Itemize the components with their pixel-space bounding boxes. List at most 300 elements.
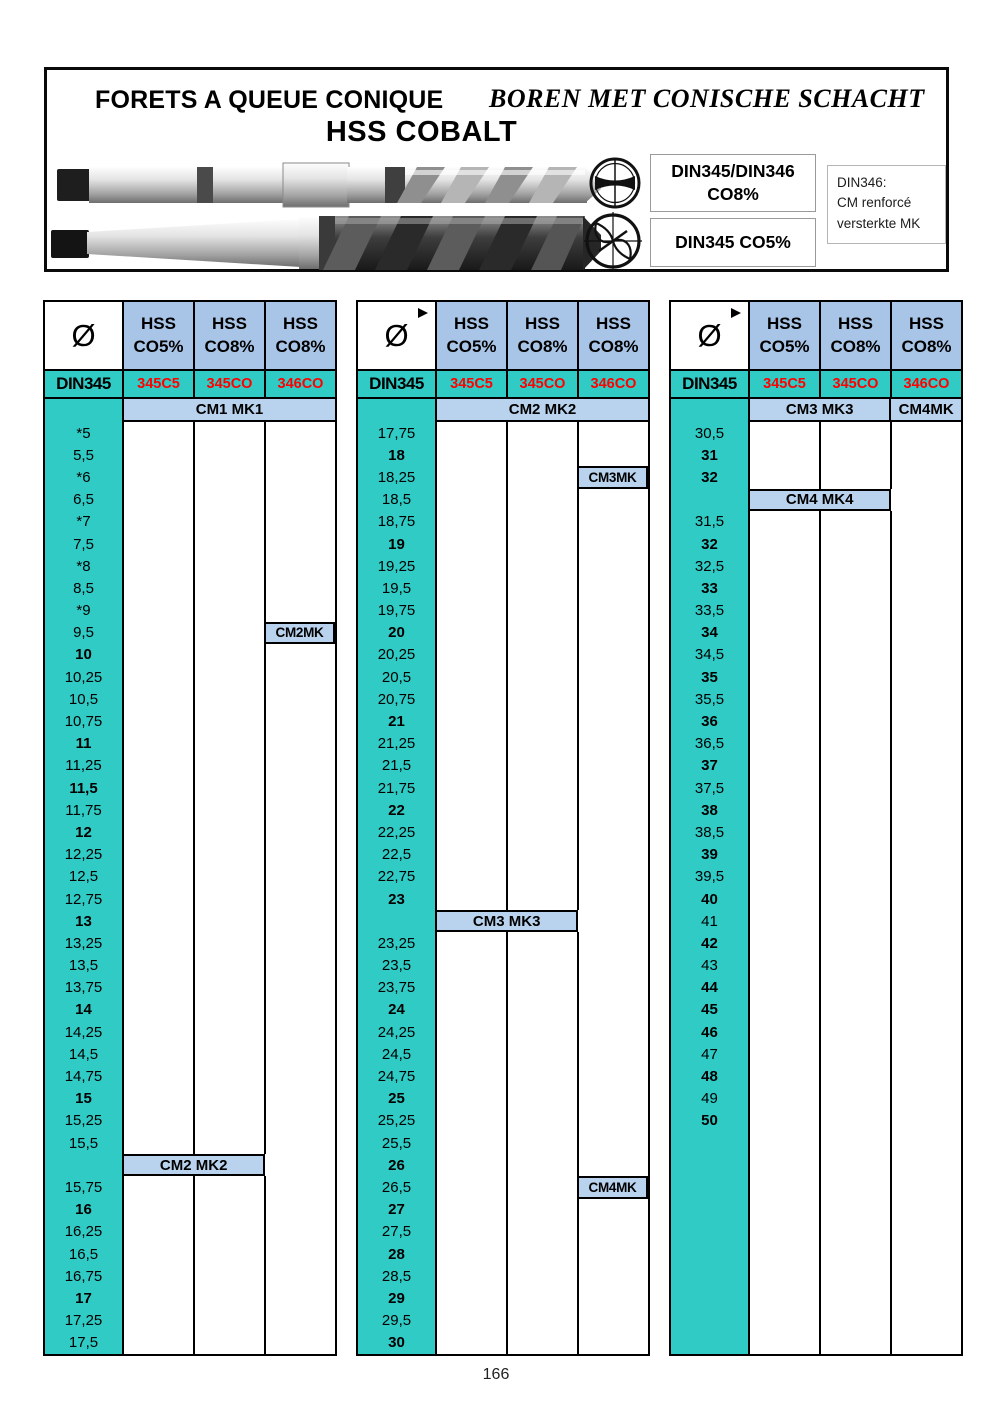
availability-cell <box>579 1110 648 1132</box>
availability-cell <box>195 1176 266 1198</box>
size-row <box>45 755 335 777</box>
diameter-value: 17,25 <box>45 1310 124 1332</box>
availability-cell <box>892 600 961 622</box>
availability-cell <box>437 844 508 866</box>
diameter-value: 20 <box>358 622 437 644</box>
size-row <box>671 666 961 688</box>
diameter-value: 40 <box>671 888 750 910</box>
availability-cell <box>266 489 335 511</box>
size-row <box>45 799 335 821</box>
availability-cell <box>195 977 266 999</box>
diameter-value: 13,75 <box>45 977 124 999</box>
availability-cell <box>266 932 335 954</box>
size-row <box>671 799 961 821</box>
availability-cell <box>437 799 508 821</box>
availability-cell <box>821 799 892 821</box>
availability-cell <box>266 1310 335 1332</box>
availability-cell <box>195 577 266 599</box>
diameter-value: 13,25 <box>45 932 124 954</box>
label-box-co8-line1: DIN345/DIN346 <box>671 161 795 182</box>
availability-cell <box>892 555 961 577</box>
availability-cell <box>437 777 508 799</box>
hss-label: HSS <box>767 314 802 334</box>
availability-cell <box>892 1065 961 1087</box>
availability-cell <box>124 955 195 977</box>
availability-cell <box>437 1243 508 1265</box>
mk-badge-label: CM2MK <box>266 622 335 644</box>
size-row <box>671 688 961 710</box>
availability-cell <box>892 1043 961 1065</box>
diameter-value: 22,5 <box>358 844 437 866</box>
mk-band-row <box>45 1154 335 1176</box>
availability-cell <box>124 511 195 533</box>
availability-cell <box>821 600 892 622</box>
size-row <box>45 1088 335 1110</box>
size-row <box>358 1221 648 1243</box>
diameter-value: 10,25 <box>45 666 124 688</box>
availability-cell <box>508 977 579 999</box>
availability-cell <box>195 955 266 977</box>
availability-cell <box>124 755 195 777</box>
din-standard-label: DIN345 <box>358 371 437 397</box>
availability-cell <box>124 1132 195 1154</box>
availability-cell <box>195 444 266 466</box>
diameter-value: 10 <box>45 644 124 666</box>
size-row <box>45 511 335 533</box>
size-row <box>358 555 648 577</box>
availability-cell <box>821 710 892 732</box>
article-code: 345C5 <box>124 371 195 397</box>
availability-cell <box>750 555 821 577</box>
availability-cell <box>578 910 648 932</box>
din346-note-box <box>827 165 946 244</box>
availability-cell <box>579 1088 648 1110</box>
size-row <box>671 466 961 488</box>
size-row <box>358 1265 648 1287</box>
availability-cell <box>437 1287 508 1309</box>
size-row <box>45 1176 335 1198</box>
diameter-value: 32,5 <box>671 555 750 577</box>
availability-cell <box>750 844 821 866</box>
diameter-value: 39,5 <box>671 866 750 888</box>
availability-cell <box>508 1310 579 1332</box>
availability-cell <box>195 666 266 688</box>
size-row <box>671 422 961 444</box>
availability-cell <box>124 1310 195 1332</box>
diameter-value: 39 <box>671 844 750 866</box>
diameter-value: 49 <box>671 1088 750 1110</box>
availability-cell <box>195 1199 266 1221</box>
availability-cell <box>195 755 266 777</box>
diameter-value: 36 <box>671 710 750 732</box>
availability-cell <box>750 511 821 533</box>
diameter-value <box>671 489 750 511</box>
hss-label: HSS <box>212 314 247 334</box>
availability-cell <box>750 977 821 999</box>
page-number: 166 <box>482 1366 510 1383</box>
size-row <box>671 844 961 866</box>
article-code: 345CO <box>508 371 579 397</box>
hss-label: HSS <box>596 314 631 334</box>
size-row <box>358 733 648 755</box>
diameter-value: 29 <box>358 1287 437 1309</box>
availability-cell <box>124 1332 195 1354</box>
availability-cell <box>508 932 579 954</box>
availability-cell <box>195 600 266 622</box>
size-row <box>358 1110 648 1132</box>
availability-cell <box>821 821 892 843</box>
availability-cell <box>821 777 892 799</box>
hss-column-header <box>821 302 892 369</box>
availability-cell <box>266 533 335 555</box>
availability-cell <box>579 977 648 999</box>
diameter-value: 37,5 <box>671 777 750 799</box>
availability-cell <box>195 821 266 843</box>
availability-cell <box>821 466 892 488</box>
band-diameter-cell <box>45 399 124 422</box>
availability-cell <box>508 799 579 821</box>
availability-cell <box>892 577 961 599</box>
availability-cell <box>266 1332 335 1354</box>
hss-column-header <box>508 302 579 369</box>
cobalt-grade-label: CO8% <box>588 336 639 356</box>
availability-cell <box>750 888 821 910</box>
diameter-value: 20,75 <box>358 688 437 710</box>
size-row <box>45 1265 335 1287</box>
availability-cell <box>508 1154 579 1176</box>
size-row <box>358 821 648 843</box>
availability-cell <box>821 1088 892 1110</box>
availability-cell <box>195 1221 266 1243</box>
size-row <box>45 1021 335 1043</box>
availability-cell <box>437 1199 508 1221</box>
availability-cell <box>508 489 579 511</box>
size-row <box>45 422 335 444</box>
availability-cell <box>892 533 961 555</box>
diameter-value: 37 <box>671 755 750 777</box>
diameter-value: 21,75 <box>358 777 437 799</box>
size-row <box>45 910 335 932</box>
availability-cell <box>750 600 821 622</box>
availability-cell <box>750 1043 821 1065</box>
cobalt-grade-label: CO8% <box>517 336 568 356</box>
size-row <box>45 533 335 555</box>
diameter-value: 36,5 <box>671 733 750 755</box>
availability-cell <box>508 466 579 488</box>
availability-cell <box>821 1110 892 1132</box>
availability-cell <box>195 844 266 866</box>
availability-cell <box>124 444 195 466</box>
size-row <box>45 1110 335 1132</box>
split-point-cross-section-icon <box>588 156 642 210</box>
availability-cell <box>508 710 579 732</box>
availability-cell <box>124 666 195 688</box>
availability-cell <box>579 600 648 622</box>
availability-cell <box>750 955 821 977</box>
availability-cell <box>195 422 266 444</box>
availability-cell <box>750 688 821 710</box>
availability-cell <box>579 466 648 488</box>
size-row <box>671 710 961 732</box>
availability-cell <box>892 1132 961 1354</box>
availability-cell <box>266 688 335 710</box>
diameter-value: 29,5 <box>358 1310 437 1332</box>
diameter-value: 32 <box>671 466 750 488</box>
availability-cell <box>195 910 266 932</box>
availability-cell <box>892 999 961 1021</box>
diameter-value: *5 <box>45 422 124 444</box>
diameter-value: 27,5 <box>358 1221 437 1243</box>
availability-cell <box>750 622 821 644</box>
availability-cell <box>891 489 961 511</box>
availability-cell <box>437 511 508 533</box>
availability-cell <box>750 666 821 688</box>
availability-cell <box>124 1243 195 1265</box>
diameter-value: 8,5 <box>45 577 124 599</box>
availability-cell <box>437 1043 508 1065</box>
diameter-value: 33,5 <box>671 600 750 622</box>
diameter-value: 38,5 <box>671 821 750 843</box>
availability-cell <box>892 866 961 888</box>
availability-cell <box>195 644 266 666</box>
size-row <box>45 1243 335 1265</box>
diameter-value: 25 <box>358 1088 437 1110</box>
availability-cell <box>124 1110 195 1132</box>
diameter-value: 14,25 <box>45 1021 124 1043</box>
availability-cell <box>579 1176 648 1198</box>
availability-cell <box>508 444 579 466</box>
availability-cell <box>124 999 195 1021</box>
diameter-value <box>45 1154 124 1176</box>
availability-cell <box>437 466 508 488</box>
availability-cell <box>508 755 579 777</box>
availability-cell <box>821 622 892 644</box>
hss-label: HSS <box>838 314 873 334</box>
availability-cell <box>579 888 648 910</box>
mk-band-label: CM3 MK3 <box>437 910 578 932</box>
label-box-din345-co5 <box>650 218 816 267</box>
size-row <box>671 777 961 799</box>
article-code: 346CO <box>277 376 324 392</box>
availability-cell <box>124 644 195 666</box>
diameter-value: 11 <box>45 733 124 755</box>
drill-bits-photo <box>49 154 601 272</box>
mk-band-row <box>358 910 648 932</box>
availability-cell <box>266 755 335 777</box>
size-table-cm3-cm4 <box>669 300 963 1356</box>
availability-cell <box>266 1221 335 1243</box>
availability-cell <box>508 1043 579 1065</box>
availability-cell <box>437 888 508 910</box>
availability-cell <box>437 866 508 888</box>
cobalt-grade-label: CO8% <box>204 336 255 356</box>
size-row <box>45 466 335 488</box>
availability-cell <box>508 577 579 599</box>
availability-cell <box>124 555 195 577</box>
availability-cell <box>124 799 195 821</box>
diameter-value: 11,5 <box>45 777 124 799</box>
size-row <box>358 955 648 977</box>
size-row <box>671 977 961 999</box>
availability-cell <box>579 1332 648 1354</box>
band-diameter-cell <box>671 399 750 422</box>
diameter-value: *8 <box>45 555 124 577</box>
availability-cell <box>266 710 335 732</box>
availability-cell <box>892 710 961 732</box>
availability-cell <box>124 688 195 710</box>
availability-cell <box>821 999 892 1021</box>
size-row <box>45 1132 335 1154</box>
availability-cell <box>508 1088 579 1110</box>
size-row <box>358 511 648 533</box>
availability-cell <box>892 955 961 977</box>
availability-cell <box>508 688 579 710</box>
availability-cell <box>437 977 508 999</box>
size-row <box>45 955 335 977</box>
diameter-column-header: Ø <box>45 302 124 369</box>
diameter-value: 16 <box>45 1199 124 1221</box>
availability-cell <box>821 866 892 888</box>
availability-cell <box>266 644 335 666</box>
availability-cell <box>892 821 961 843</box>
diameter-value: 26,5 <box>358 1176 437 1198</box>
morse-taper-band-row <box>358 399 648 422</box>
availability-cell <box>124 844 195 866</box>
availability-cell <box>437 1065 508 1087</box>
availability-cell <box>579 777 648 799</box>
diameter-value: 18,5 <box>358 489 437 511</box>
note-line-3: versterkte MK <box>837 215 921 231</box>
size-row <box>358 1021 648 1043</box>
size-row <box>45 1310 335 1332</box>
availability-cell <box>892 1021 961 1043</box>
diameter-value: 48 <box>671 1065 750 1087</box>
availability-cell <box>892 644 961 666</box>
availability-cell <box>266 799 335 821</box>
availability-cell <box>508 600 579 622</box>
availability-cell <box>124 577 195 599</box>
availability-cell <box>266 777 335 799</box>
availability-cell <box>892 932 961 954</box>
mk-badge-label: CM3MK <box>579 466 648 488</box>
diameter-value: 15,25 <box>45 1110 124 1132</box>
diameter-value: 45 <box>671 999 750 1021</box>
diameter-value: 19,5 <box>358 577 437 599</box>
size-row <box>45 622 335 644</box>
availability-cell <box>437 1310 508 1332</box>
size-row <box>45 577 335 599</box>
availability-cell <box>437 1176 508 1198</box>
diameter-value: 22 <box>358 799 437 821</box>
availability-cell <box>892 622 961 644</box>
morse-taper-band-label: CM3 MK3 <box>750 399 891 422</box>
availability-cell <box>124 1176 195 1198</box>
availability-cell <box>124 1287 195 1309</box>
availability-cell <box>437 1221 508 1243</box>
size-row <box>358 622 648 644</box>
diameter-value: 30 <box>358 1332 437 1354</box>
size-row <box>671 821 961 843</box>
availability-cell <box>579 1199 648 1221</box>
diameter-value: 50 <box>671 1110 750 1132</box>
cobalt-grade-label: CO5% <box>133 336 184 356</box>
diameter-value: 31,5 <box>671 511 750 533</box>
morse-taper-band-label: CM4MK <box>891 399 961 422</box>
availability-cell <box>750 1065 821 1087</box>
availability-cell <box>892 1088 961 1110</box>
availability-cell <box>195 1265 266 1287</box>
diameter-value: 21,5 <box>358 755 437 777</box>
size-row <box>358 533 648 555</box>
two-flute-cross-section-icon <box>583 211 643 271</box>
size-row <box>671 644 961 666</box>
availability-cell <box>579 1243 648 1265</box>
availability-cell <box>124 1065 195 1087</box>
availability-cell <box>508 1199 579 1221</box>
availability-cell <box>266 600 335 622</box>
availability-cell <box>266 844 335 866</box>
size-row <box>358 866 648 888</box>
diameter-value: 20,25 <box>358 644 437 666</box>
availability-cell <box>195 688 266 710</box>
availability-cell <box>508 1332 579 1354</box>
availability-cell <box>750 932 821 954</box>
availability-cell <box>579 489 648 511</box>
diameter-value: 16,75 <box>45 1265 124 1287</box>
size-row <box>358 1287 648 1309</box>
availability-cell <box>195 710 266 732</box>
size-row <box>45 444 335 466</box>
availability-cell <box>821 644 892 666</box>
diameter-value: 28,5 <box>358 1265 437 1287</box>
availability-cell <box>750 1088 821 1110</box>
availability-cell <box>266 1021 335 1043</box>
availability-cell <box>195 511 266 533</box>
availability-cell <box>821 955 892 977</box>
table-header-row <box>45 302 335 369</box>
availability-cell <box>579 1287 648 1309</box>
availability-cell <box>750 910 821 932</box>
availability-cell <box>437 755 508 777</box>
availability-cell <box>750 733 821 755</box>
availability-cell <box>821 844 892 866</box>
hss-column-header <box>437 302 508 369</box>
availability-cell <box>579 1310 648 1332</box>
availability-cell <box>892 688 961 710</box>
size-row <box>671 999 961 1021</box>
availability-cell <box>124 1043 195 1065</box>
availability-cell <box>437 622 508 644</box>
diameter-value: 21,25 <box>358 733 437 755</box>
size-row <box>358 932 648 954</box>
diameter-value: 24,5 <box>358 1043 437 1065</box>
diameter-value: 9,5 <box>45 622 124 644</box>
subtitle-hss-cobalt: HSS COBALT <box>325 116 518 148</box>
size-row <box>358 600 648 622</box>
diameter-value: 30,5 <box>671 422 750 444</box>
din-standard-label: DIN345 <box>45 371 124 397</box>
size-row <box>671 1110 961 1132</box>
header-box <box>44 67 949 272</box>
availability-cell <box>821 1132 892 1354</box>
availability-cell <box>579 577 648 599</box>
diameter-value: 17 <box>45 1287 124 1309</box>
size-row <box>671 1043 961 1065</box>
size-row <box>671 555 961 577</box>
availability-cell <box>579 866 648 888</box>
availability-cell <box>124 977 195 999</box>
diameter-value: 24,75 <box>358 1065 437 1087</box>
